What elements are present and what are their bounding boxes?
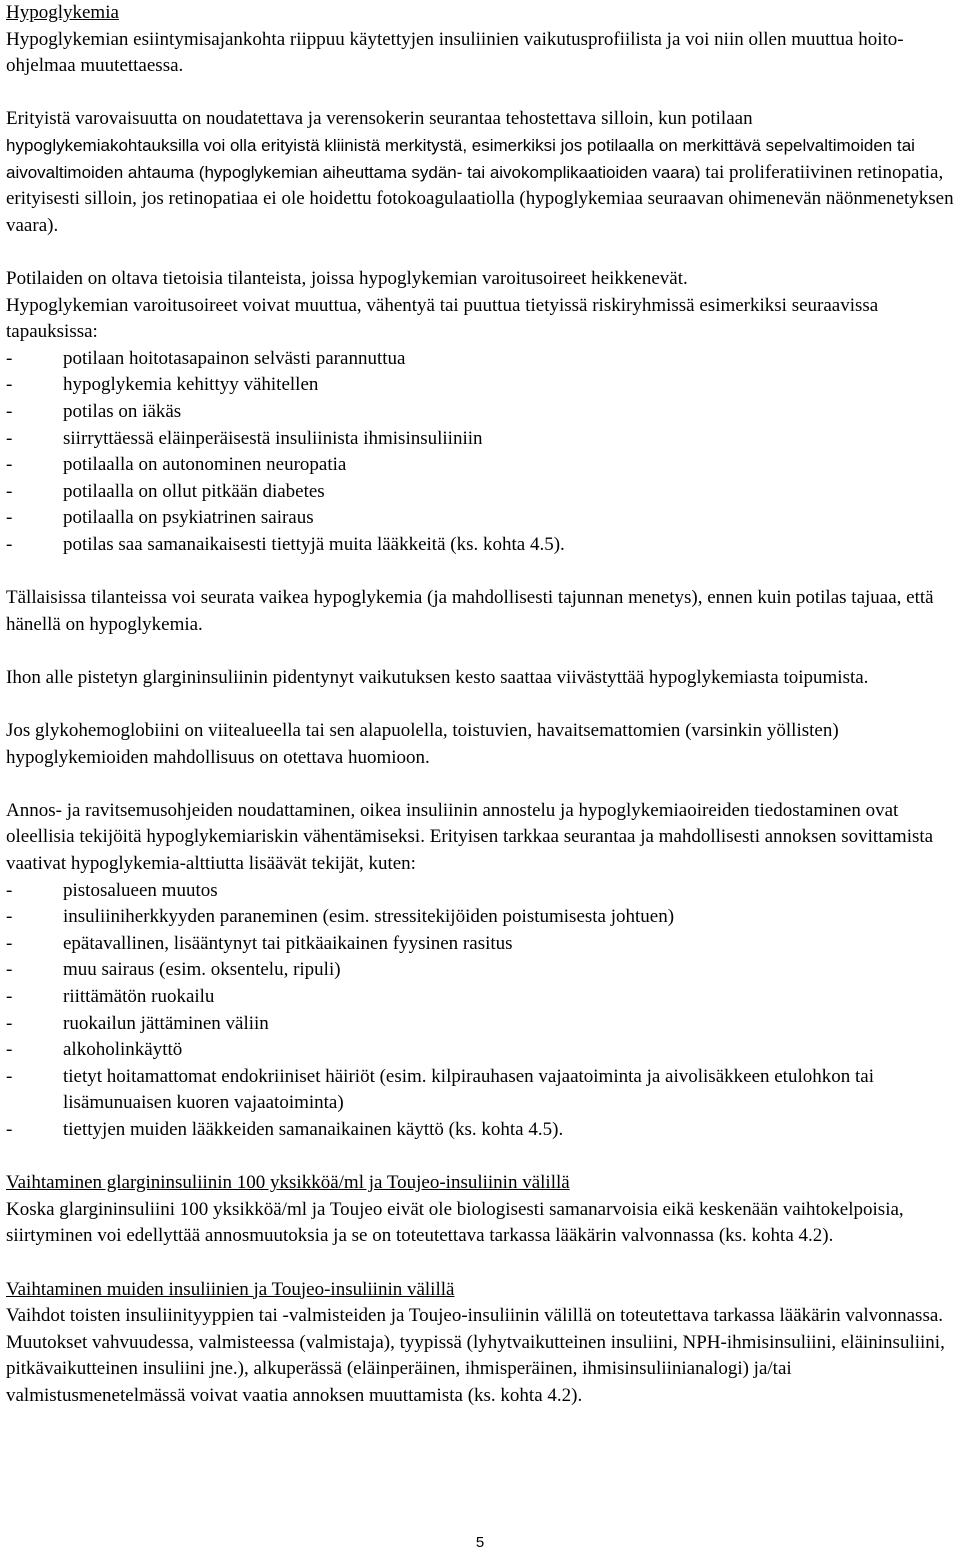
list-dash-marker: - [6, 959, 13, 981]
list-dash-marker: - [6, 1118, 13, 1140]
paragraph-intro: Hypoglykemian esiintymisajankohta riippuu käytettyjen insuliinien vaikutusprofiilista ja voi niin ollen muuttua hoito-ohjelmaa muutettaessa. [6, 28, 904, 77]
list-dash-marker: - [6, 533, 13, 555]
risk-list-item [6, 399, 958, 426]
risk-list-item-text: hypoglykemia kehittyy vähitellen [63, 374, 319, 396]
list-dash-marker: - [6, 400, 13, 422]
risk-list-item-text: potilaan hoitotasapainon selvästi parannuttua [63, 347, 406, 369]
document-page [6, 0, 958, 1409]
section-heading-switch-100: Vaihtaminen glargininsuliinin 100 yksikköä/ml ja Toujeo-insuliinin välillä [6, 1172, 570, 1194]
list-dash-marker: - [6, 906, 13, 928]
paragraph-delay: Ihon alle pistetyn glargininsuliinin pidentynyt vaikutuksen kesto saattaa viivästyttää hypoglykemiasta toipumista. [6, 666, 869, 688]
risk-list-item-text: potilaalla on psykiatrinen sairaus [63, 507, 314, 529]
factor-list-item [6, 1064, 958, 1117]
risk-list [6, 346, 958, 559]
paragraph-switch-100: Koska glargininsuliini 100 yksikköä/ml ja Toujeo eivät ole biologisesti samanarvoisia eikä keskenään vaihtokelpoisia, siirtyminen voi edellyttää annosmuutoksia ja se on toteutettava tarkassa lääkärin valvonnassa (ks. kohta 4.2). [6, 1198, 904, 1247]
factor-list-item [6, 1117, 958, 1144]
list-dash-marker: - [6, 454, 13, 476]
list-dash-marker: - [6, 480, 13, 502]
factor-list-item-text: alkoholinkäyttö [63, 1039, 183, 1061]
risk-list-item [6, 532, 958, 559]
list-dash-marker: - [6, 427, 13, 449]
paragraph-awareness: Potilaiden on oltava tietoisia tilanteista, joissa hypoglykemian varoitusoireet heikkenevät. [6, 267, 688, 289]
list-dash-marker: - [6, 374, 13, 396]
risk-list-item [6, 346, 958, 373]
factor-list-item-text: riittämätön ruokailu [63, 985, 215, 1007]
risk-list-item-text: potilaalla on autonominen neuropatia [63, 454, 347, 476]
section-heading-hypoglycemia: Hypoglykemia [6, 2, 119, 23]
factor-list-item [6, 957, 958, 984]
factor-list-item [6, 931, 958, 958]
paragraph-adherence: Annos- ja ravitsemusohjeiden noudattaminen, oikea insuliinin annostelu ja hypoglykemiaoireiden tiedostaminen ovat oleellisia tekijöitä hypoglykemiariskin vähentämiseksi. Erityisen tarkkaa seurantaa ja mahdollisesti annoksen sovittamista vaativat hypoglykemia-alttiutta lisäävät tekijät, kuten: [6, 799, 934, 874]
risk-list-item [6, 505, 958, 532]
list-dash-marker: - [6, 879, 13, 901]
factor-list [6, 878, 958, 1144]
risk-list-item [6, 452, 958, 479]
risk-list-item-text: potilaalla on ollut pitkään diabetes [63, 480, 325, 502]
risk-list-item-text: siirryttäessä eläinperäisestä insuliinista ihmisinsuliiniin [63, 427, 483, 449]
risk-list-item [6, 372, 958, 399]
list-dash-marker: - [6, 1039, 13, 1061]
caution-text-c: tai proliferatiivinen retinopatia, erityisesti silloin, jos retinopatiaa ei ole hoidettu fotokoagulaatiolla (hypoglykemiaa seuraavan ohimenevän näönmenetyksen vaara). [6, 161, 954, 236]
page-number: 5 [475, 1534, 485, 1551]
factor-list-item-text: tietyt hoitamattomat endokriiniset häiriöt (esim. kilpirauhasen vajaatoiminta ja aivolisäkkeen etulohkon tai lisämunuaisen kuoren vajaatoiminta) [63, 1065, 874, 1114]
list-dash-marker: - [6, 1065, 13, 1087]
paragraph-risk-intro: Hypoglykemian varoitusoireet voivat muuttua, vähentyä tai puuttua tietyissä riskiryhmissä esimerkiksi seuraavissa tapauksissa: [6, 294, 879, 343]
factor-list-item-text: tiettyjen muiden lääkkeiden samanaikainen käyttö (ks. kohta 4.5). [63, 1118, 564, 1140]
caution-text-a: Erityistä varovaisuutta on noudatettava ja verensokerin seurantaa tehostettava silloin, kun potilaan [6, 108, 753, 130]
paragraph-severe: Tällaisissa tilanteissa voi seurata vaikea hypoglykemia (ja mahdollisesti tajunnan menetys), ennen kuin potilas tajuaa, että hänellä on hypoglykemia. [6, 587, 934, 635]
factor-list-item [6, 878, 958, 905]
paragraph-caution [6, 106, 958, 239]
list-dash-marker: - [6, 347, 13, 369]
list-dash-marker: - [6, 932, 13, 954]
factor-list-item [6, 904, 958, 931]
paragraph-switch-other: Vaihdot toisten insuliinityyppien tai -valmisteiden ja Toujeo-insuliinin välillä on toteutettava tarkassa lääkärin valvonnassa. Muutokset vahvuudessa, valmisteessa (valmistaja), tyypissä (lyhytvaikutteinen insuliini, NPH-ihmisinsuliini, eläininsuliini, pitkävaikutteinen insuliini jne.), alkuperässä (eläinperäinen, ihmisperäinen, ihmisinsuliinianalogi) ja/tai valmistusmenetelmässä voivat vaatia annoksen muuttamista (ks. kohta 4.2). [6, 1305, 945, 1406]
factor-list-item-text: insuliiniherkkyyden paraneminen (esim. stressitekijöiden poistumisesta johtuen) [63, 906, 675, 928]
factor-list-item-text: ruokailun jättäminen väliin [63, 1012, 269, 1034]
factor-list-item [6, 984, 958, 1011]
factor-list-item-text: muu sairaus (esim. oksentelu, ripuli) [63, 959, 341, 981]
section-heading-switch-other: Vaihtaminen muiden insuliinien ja Toujeo-insuliinin välillä [6, 1278, 455, 1300]
list-dash-marker: - [6, 985, 13, 1007]
paragraph-hba1c: Jos glykohemoglobiini on viitealueella tai sen alapuolella, toistuvien, havaitsemattomien (varsinkin yöllisten) hypoglykemioiden mahdollisuus on otettava huomioon. [6, 720, 839, 768]
list-dash-marker: - [6, 507, 13, 529]
list-dash-marker: - [6, 1012, 13, 1034]
factor-list-item-text: pistosalueen muutos [63, 879, 218, 901]
factor-list-item [6, 1011, 958, 1038]
caution-text-b: hypoglykemiakohtauksilla voi olla erityistä kliinistä merkitystä, esimerkiksi jos potilaalla on merkittävä sepelvaltimoiden tai aivovaltimoiden ahtauma (hypoglykemian aiheuttama sydän- tai aivokomplikaatioiden vaara) [6, 135, 915, 182]
factor-list-item-text: epätavallinen, lisääntynyt tai pitkäaikainen fyysinen rasitus [63, 932, 513, 954]
risk-list-item [6, 426, 958, 453]
factor-list-item [6, 1037, 958, 1064]
risk-list-item [6, 479, 958, 506]
risk-list-item-text: potilas on iäkäs [63, 400, 182, 422]
risk-list-item-text: potilas saa samanaikaisesti tiettyjä muita lääkkeitä (ks. kohta 4.5). [63, 533, 565, 555]
